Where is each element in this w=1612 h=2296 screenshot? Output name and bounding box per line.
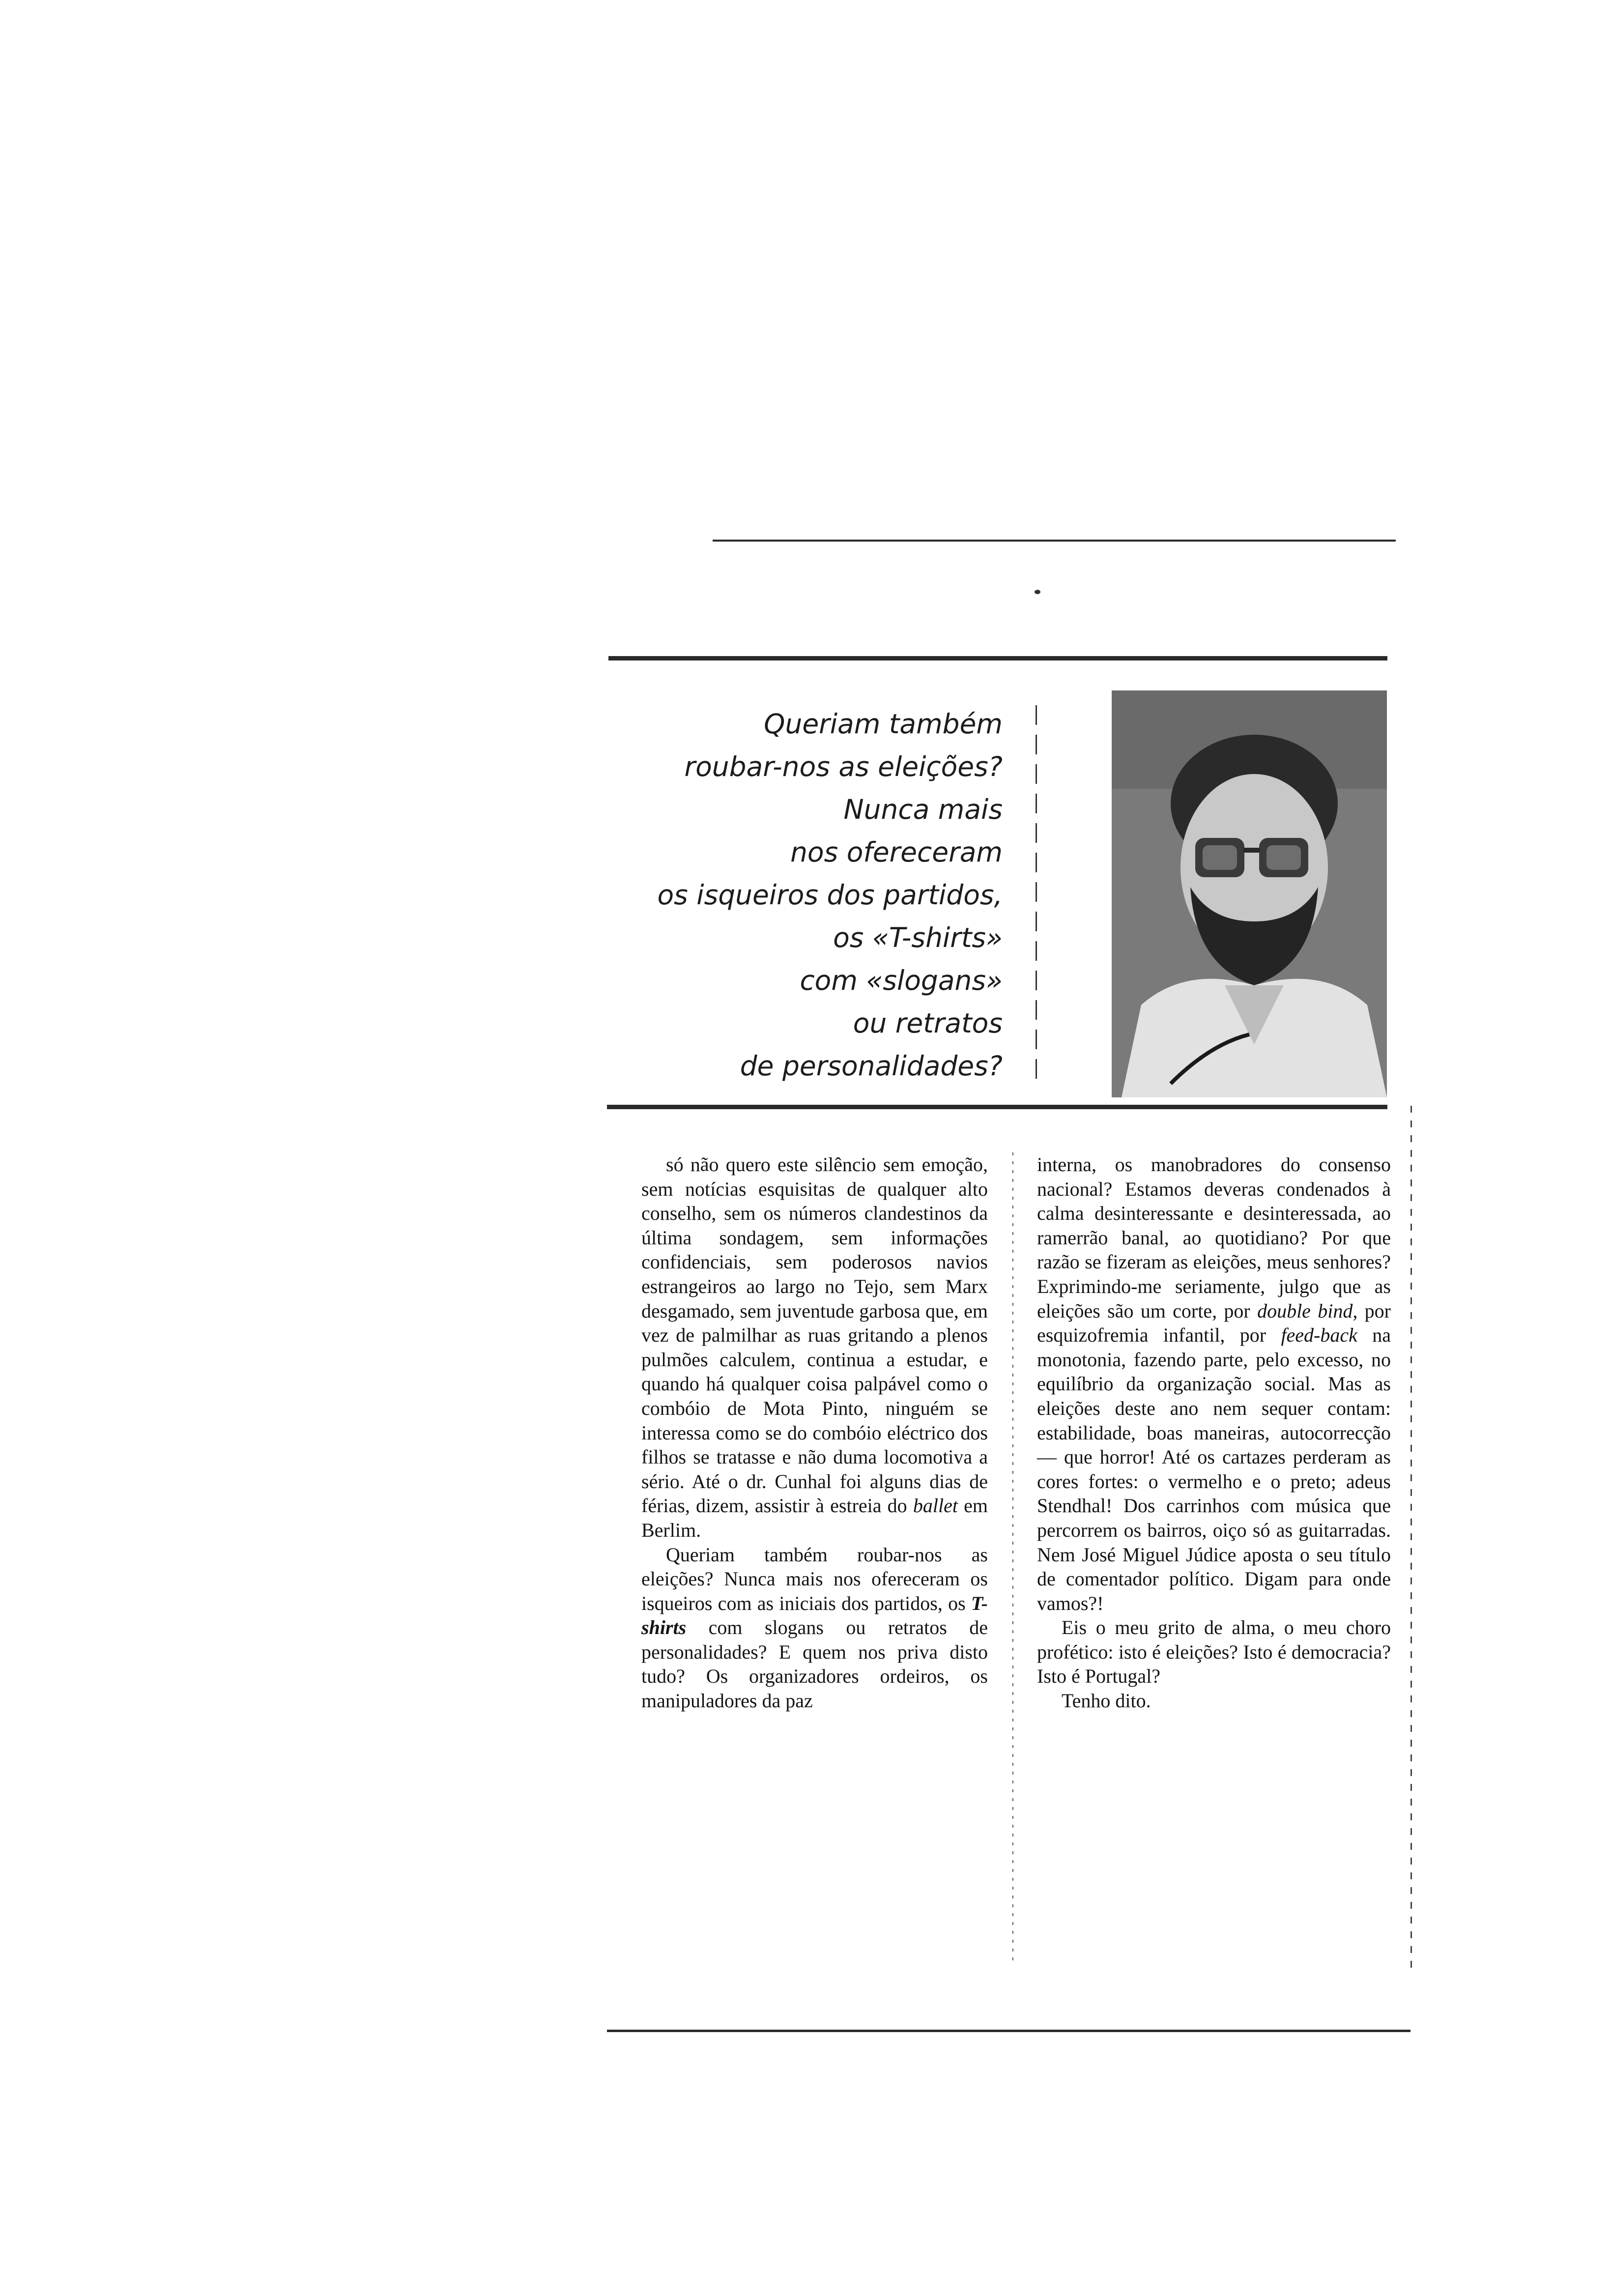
article-column-left bbox=[641, 1152, 988, 1713]
article-paragraph: Queriam também roubar-nos as eleições? Nunca mais nos ofereceram os isqueiros com as iniciais dos partidos, os T-shirts com slogans ou retratos de personalidades? E quem nos priva disto tudo? Os organizadores ordeiros, os manipuladores da paz bbox=[641, 1543, 988, 1712]
article-column-right bbox=[1037, 1152, 1391, 1713]
portrait-photo bbox=[1112, 690, 1387, 1097]
quote-divider bbox=[1036, 705, 1037, 1081]
top-thin-rule bbox=[713, 540, 1396, 542]
article-signoff: Tenho dito. bbox=[1062, 1690, 1151, 1712]
pull-quote-line: com «slogans» bbox=[800, 965, 1003, 996]
pull-quote-line: Queriam também bbox=[764, 708, 1003, 740]
pull-quote-line: roubar-nos as eleições? bbox=[684, 751, 1003, 782]
article-paragraph: interna, os manobradores do consenso nacional? Estamos deveras condenados à calma desinteressante e desinteressada, ao ramerrão banal, ao quotidiano? Por que razão se fizeram as eleições, meus senhores? Exprimindo-me seriamente, julgo que as eleições são um corte, por double bind, por esquizofremia infantil, por feed-back na monotonia, fazendo parte, pelo excesso, no equilíbrio da organização social. Mas as eleições deste ano nem sequer contam: estabilidade, boas maneiras, autocorrecção — que horror! Até os cartazes perderam as cores fortes: o vermelho e o preto; adeus Stendhal! Dos carrinhos com música que percorrem os bairros, oiço só as guitarradas. Nem José Miguel Júdice aposta o seu título de comentador político. Digam para onde vamos?! bbox=[1037, 1153, 1391, 1614]
speck bbox=[1035, 590, 1040, 594]
pull-quote-line: ou retratos bbox=[853, 1007, 1003, 1039]
pull-quote-line: nos ofereceram bbox=[790, 836, 1003, 868]
pull-quote-line: os «T-shirts» bbox=[833, 922, 1003, 953]
header-rule-top bbox=[608, 656, 1387, 660]
column-divider bbox=[1012, 1152, 1013, 1963]
portrait-illustration bbox=[1112, 690, 1387, 1097]
pull-quote-line: Nunca mais bbox=[843, 794, 1003, 825]
pull-quote bbox=[580, 703, 1003, 1088]
article-paragraph: só não quero este silêncio sem emoção, sem notícias esquisitas de qualquer alto conselho, sem os números clandestinos da última sondagem, sem informações confidenciais, sem poderosos navios estrangeiros ao largo no Tejo, sem Marx desgamado, sem juventude garbosa que, em vez de palmilhar as ruas gritando a plenos pulmões calculem, continua a estudar, e quando há qualquer coisa palpável como o combóio de Mota Pinto, ninguém se interessa como se do combóio eléctrico dos filhos se tratasse e não duma locomotiva a sério. Até o dr. Cunhal foi alguns dias de férias, dizem, assistir à estreia do ballet em Berlim. bbox=[641, 1153, 988, 1541]
pull-quote-line: os isqueiros dos partidos, bbox=[657, 879, 1003, 911]
header-rule-bottom bbox=[607, 1105, 1387, 1109]
bottom-rule bbox=[607, 2030, 1410, 2032]
pull-quote-line: de personalidades? bbox=[740, 1050, 1003, 1082]
right-edge-marks bbox=[1410, 1106, 1412, 1976]
article-paragraph: Eis o meu grito de alma, o meu choro profético: isto é eleições? Isto é democracia? Isto é Portugal? bbox=[1037, 1616, 1391, 1688]
